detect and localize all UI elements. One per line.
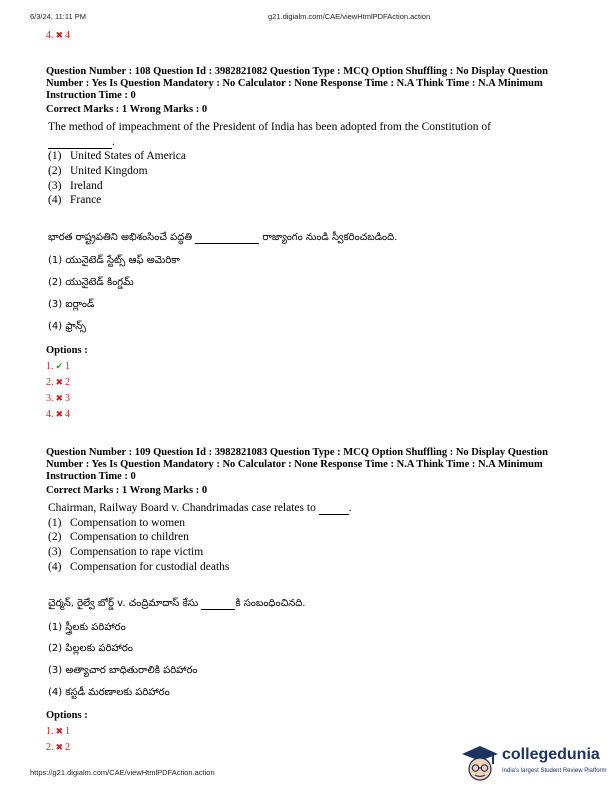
brand-tagline: India's largest Student Review Platform bbox=[502, 768, 607, 774]
q108-telugu-choice-4: (4) ఫ్రాన్స్ bbox=[48, 321, 86, 332]
q108-option-4: 4. ✖ 4 bbox=[46, 409, 71, 420]
cross-icon: ✖ bbox=[55, 31, 64, 41]
q108-marks: Correct Marks : 1 Wrong Marks : 0 bbox=[46, 104, 208, 115]
q108-choice-2: (2) United Kingdom bbox=[48, 165, 148, 177]
print-url: g21.digialm.com/CAE/viewHtmlPDFAction.action bbox=[268, 12, 431, 21]
cross-icon: ✖ bbox=[55, 378, 64, 388]
q109-header: Question Number : 109 Question Id : 3982821083 Question Type : MCQ Option Shuffling : No Display Question Number : Yes Is Question Mandatory : No Calculator : None Response Time : N.A Think Time : N.A Minimum Instruction Time : 0 bbox=[46, 447, 549, 482]
prev-option-4: 4. ✖ 4 bbox=[46, 30, 71, 41]
footer-url: https://g21.digialm.com/CAE/viewHtmlPDFAction.action bbox=[30, 768, 215, 777]
q108-telugu-choice-1: (1) యునైటెడ్ స్టేట్స్ ఆఫ్ అమెరికా bbox=[48, 255, 180, 266]
cross-icon: ✖ bbox=[55, 727, 64, 737]
q108-option-3: 3. ✖ 3 bbox=[46, 393, 71, 404]
cross-icon: ✖ bbox=[55, 743, 64, 753]
collegedunia-logo bbox=[460, 744, 610, 788]
q109-telugu-choice-1: (1) స్త్రీలకు పరిహారం bbox=[48, 622, 126, 633]
q109-choice-3: (3) Compensation to rape victim bbox=[48, 546, 204, 558]
q108-telugu-choice-2: (2) యునైటెడ్ కింగ్డమ్ bbox=[48, 277, 134, 288]
q108-choice-1: (1) United States of America bbox=[48, 150, 186, 162]
q108-choice-4: (4) France bbox=[48, 194, 102, 206]
cross-icon: ✖ bbox=[55, 410, 64, 420]
q109-stem: Chairman, Railway Board v. Chandrimadas case relates to . bbox=[48, 502, 352, 514]
q108-choice-3: (3) Ireland bbox=[48, 180, 103, 192]
q109-marks: Correct Marks : 1 Wrong Marks : 0 bbox=[46, 485, 208, 496]
q108-stem-line2: . bbox=[48, 136, 115, 149]
q109-options-label: Options : bbox=[46, 710, 88, 721]
q108-telugu-stem: భారత రాష్ట్రపతిని అభిశంసించే పద్ధతి రాజ్యాంగం నుండి స్వీకరించబడింది. bbox=[48, 232, 398, 243]
q109-telugu-stem: చైర్మన్, రైల్వే బోర్డ్ v. చంద్రిమాదాస్ కేసు కి సంబంధించినది. bbox=[48, 598, 306, 609]
q109-option-2: 2. ✖ 2 bbox=[46, 742, 71, 753]
q109-choice-4: (4) Compensation for custodial deaths bbox=[48, 561, 230, 573]
q108-header: Question Number : 108 Question Id : 3982821082 Question Type : MCQ Option Shuffling : No Display Question Number : Yes Is Question Mandatory : No Calculator : None Response Time : N.A Think Time : N.A Minimum Instruction Time : 0 bbox=[46, 66, 549, 101]
q109-telugu-choice-2: (2) పిల్లలకు పరిహారం bbox=[48, 643, 133, 654]
answer-blank bbox=[48, 136, 112, 149]
q109-telugu-choice-3: (3) అత్యాచార బాధితురాలికి పరిహారం bbox=[48, 665, 198, 676]
q108-option-1: 1. ✔ 1 bbox=[46, 361, 71, 372]
q109-choice-1: (1) Compensation to women bbox=[48, 517, 185, 529]
check-icon: ✔ bbox=[55, 362, 64, 372]
q109-option-1: 1. ✖ 1 bbox=[46, 726, 71, 737]
cross-icon: ✖ bbox=[55, 394, 64, 404]
q108-options-label: Options : bbox=[46, 345, 88, 356]
brand-name: collegedunia bbox=[502, 746, 600, 763]
q109-telugu-choice-4: (4) కస్టడీ మరణాలకు పరిహారం bbox=[48, 687, 170, 698]
q109-choice-2: (2) Compensation to children bbox=[48, 531, 189, 543]
mascot-icon bbox=[460, 744, 500, 786]
q108-stem-line1: The method of impeachment of the President of India has been adopted from the Constitution of bbox=[48, 121, 491, 133]
q108-option-2: 2. ✖ 2 bbox=[46, 377, 71, 388]
print-date: 6/3/24, 11:11 PM bbox=[30, 12, 87, 21]
q108-telugu-choice-3: (3) ఐర్లాండ్ bbox=[48, 299, 95, 310]
